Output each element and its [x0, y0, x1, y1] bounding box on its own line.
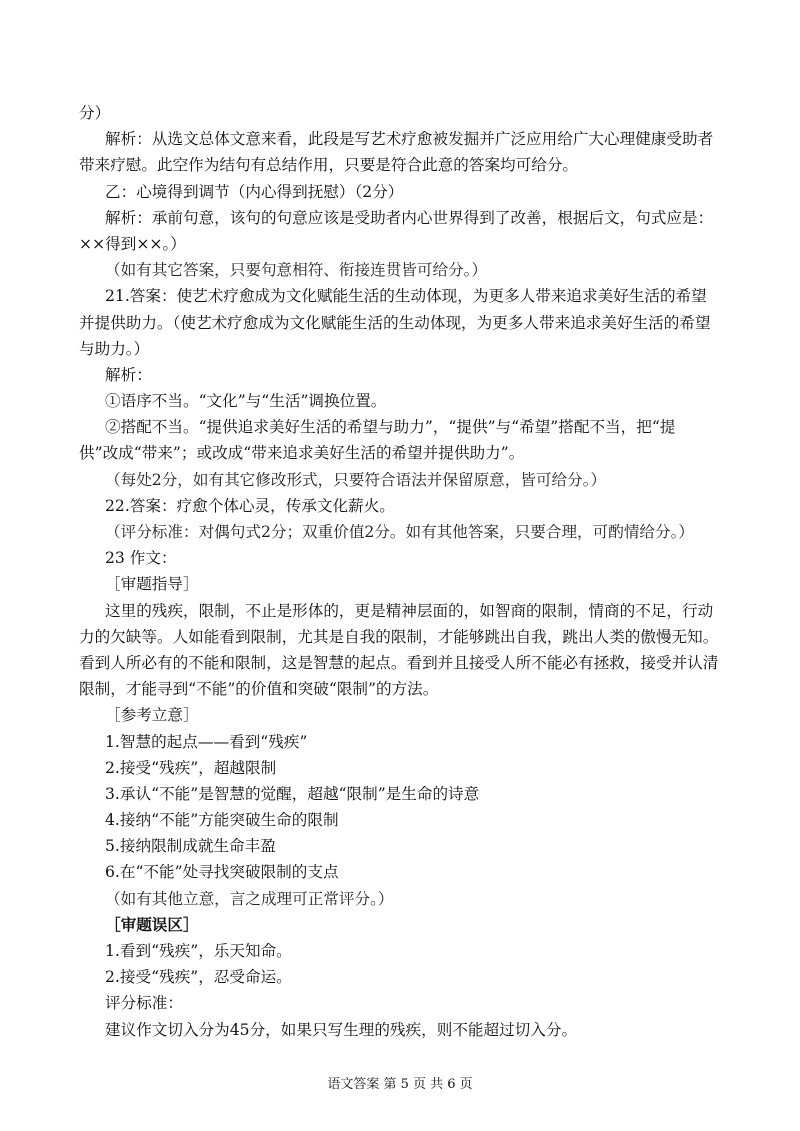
q23-pitfall-item: 1.看到“残疾”，乐天知命。 — [105, 942, 292, 960]
q22-answer: 22.答案：疗愈个体心灵，传承文化薪火。 — [105, 496, 395, 515]
q23-scoring-label: 评分标准： — [105, 994, 183, 1013]
q20-analysis-line: 解析：从选文总体文意来看，此段是写艺术疗愈被发掘并广泛应用给广大心理健康受助者 — [105, 130, 714, 149]
q23-idea-item: 3.承认“不能”是智慧的觉醒，超越“限制”是生命的诗意 — [105, 784, 480, 803]
q23-pitfall-item: 2.接受“残疾”，忍受命运。 — [105, 968, 292, 987]
q23-guidance-line: 这里的残疾，限制，不止是形体的，更是精神层面的，如智商的限制，情商的不足，行动 — [105, 601, 714, 620]
q20-tail: 分） — [79, 104, 111, 122]
q23-guidance-line: 限制，才能寻到“不能”的价值和突破“限制”的方法。 — [79, 680, 439, 699]
q20-scoring-note: （如有其它答案，只要句意相符、衔接连贯皆可给分。） — [105, 261, 488, 280]
q21-point-1: ①语序不当。“文化”与“生活”调换位置。 — [105, 392, 387, 411]
q23-guidance-heading: ［审题指导］ — [105, 575, 199, 594]
q23-ideas-note: （如有其他立意，言之成理可正常评分。） — [105, 889, 394, 908]
q23-idea-item: 6.在“不能”处寻找突破限制的支点 — [105, 863, 339, 882]
q23-idea-item: 5.接纳限制成就生命丰盈 — [105, 837, 276, 856]
q20-analysis-line: 解析：承前句意，该句的句意应该是受助者内心世界得到了改善，根据后文，句式应是： — [105, 208, 714, 227]
q23-idea-item: 2.接受“残疾”，超越限制 — [105, 758, 277, 777]
q21-answer-line: 与助力。） — [79, 339, 150, 358]
q23-title: 23 作文： — [105, 549, 177, 568]
q21-answer-line: 21.答案：使艺术疗愈成为文化赋能生活的生动体现，为更多人带来追求美好生活的希望 — [105, 287, 707, 306]
q22-scoring-note: （评分标准：对偶句式2分；双重价值2分。如有其他答案，只要合理，可酌情给分。） — [105, 523, 695, 541]
q23-idea-item: 4.接纳“不能”方能突破生命的限制 — [105, 811, 339, 830]
q21-scoring-note: （每处2分，如有其它修改形式，只要符合语法并保留原意，皆可给分。） — [105, 470, 607, 489]
q21-point-2-line: ②搭配不当。“提供追求美好生活的希望与助力”，“提供”与“希望”搭配不当，把“提 — [105, 418, 676, 437]
page-footer: 语文答案 第 5 页 共 6 页 — [327, 1077, 473, 1092]
q23-idea-item: 1.智慧的起点——看到“残疾” — [105, 732, 308, 751]
page-content — [79, 100, 729, 1043]
q23-ideas-heading: ［参考立意］ — [105, 706, 199, 725]
q23-guidance-line: 看到人所必有的不能和限制，这是智慧的起点。看到并且接受人所不能必有拯救，接受并认清 — [79, 653, 719, 672]
q20-analysis-line: ××得到××。） — [79, 234, 186, 253]
q20-analysis-line: 带来疗慰。此空作为结句有总结作用，只要是符合此意的答案均可给分。 — [79, 156, 579, 175]
q21-analysis-label: 解析： — [105, 365, 152, 384]
q23-guidance-line: 力的欠缺等。人如能看到限制，尤其是自我的限制，才能够跳出自我，跳出人类的傲慢无知。 — [79, 627, 719, 646]
q23-scoring-text: 建议作文切入分为45分，如果只写生理的残疾，则不能超过切入分。 — [105, 1020, 578, 1039]
q21-point-2-line: 供”改成“带来”；或改成“带来追求美好生活的希望并提供助力”。 — [79, 444, 525, 463]
q20-yi-answer: 乙：心境得到调节（内心得到抚慰）（2分） — [105, 182, 404, 201]
q21-answer-line: 并提供助力。（使艺术疗愈成为文化赋能生活的生动体现，为更多人带来追求美好生活的希望 — [79, 313, 711, 332]
q23-pitfalls-heading: ［审题误区］ — [105, 914, 199, 934]
